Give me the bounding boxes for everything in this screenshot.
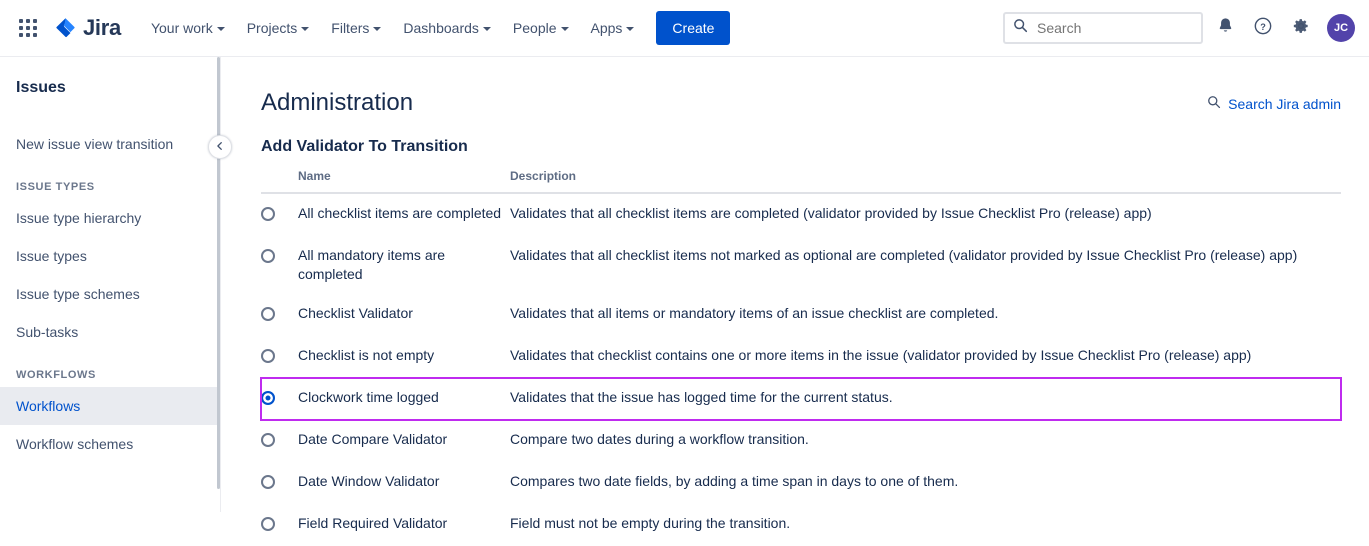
radio-button[interactable] <box>261 307 275 321</box>
chevron-down-icon <box>561 27 569 31</box>
row-select-cell[interactable] <box>261 336 298 378</box>
chevron-down-icon <box>373 27 381 31</box>
main-content <box>221 57 1369 531</box>
validators-table-head <box>261 169 1341 193</box>
table-row[interactable] <box>261 336 1341 378</box>
row-select-cell[interactable] <box>261 420 298 462</box>
sidebar-item-issue-type-schemes[interactable]: Issue type schemes <box>16 286 140 302</box>
sidebar-item-sub-tasks[interactable]: Sub-tasks <box>16 324 79 340</box>
row-select-cell[interactable] <box>261 236 298 294</box>
admin-sidebar <box>0 57 221 512</box>
row-name-cell: All checklist items are completed <box>298 205 502 221</box>
table-header-row <box>261 169 1341 193</box>
row-description-cell: Compares two date fields, by adding a time span in days to one of them. <box>510 473 959 489</box>
page-body <box>0 57 1369 531</box>
nav-item-your-work[interactable] <box>141 13 235 43</box>
row-select-cell[interactable] <box>261 378 298 420</box>
nav-item-label: Your work <box>150 20 213 36</box>
table-row[interactable] <box>261 236 1341 294</box>
column-header-name: Name <box>298 169 510 193</box>
row-name-cell: All mandatory items are completed <box>298 247 446 282</box>
radio-button[interactable] <box>261 207 275 221</box>
row-select-cell[interactable] <box>261 294 298 336</box>
search-jira-admin-label: Search Jira admin <box>1228 95 1341 112</box>
gear-icon <box>1291 16 1311 41</box>
user-avatar[interactable]: JC <box>1327 14 1355 42</box>
sidebar-item-workflow-schemes[interactable]: Workflow schemes <box>16 436 134 452</box>
row-name-cell: Date Compare Validator <box>298 431 448 447</box>
radio-button[interactable] <box>261 433 275 447</box>
search-input[interactable] <box>1035 19 1193 37</box>
validators-table <box>261 169 1341 546</box>
validators-table-body <box>261 193 1341 546</box>
bell-icon <box>1216 16 1235 40</box>
row-description-cell: Validates that all items or mandatory items of an issue checklist are completed. <box>510 305 999 321</box>
top-navigation-bar <box>0 0 1369 57</box>
nav-item-label: Dashboards <box>403 20 479 36</box>
radio-button[interactable] <box>261 475 275 489</box>
row-name-cell: Checklist is not empty <box>298 347 435 363</box>
chevron-left-icon <box>215 141 225 154</box>
row-description-cell: Validates that the issue has logged time for the current status. <box>510 378 1341 420</box>
sidebar-item-issue-type-hierarchy[interactable]: Issue type hierarchy <box>16 210 142 226</box>
chevron-down-icon <box>301 27 309 31</box>
jira-logo-text: Jira <box>83 15 121 40</box>
table-row[interactable] <box>261 504 1341 546</box>
sidebar-heading-workflows: WORKFLOWS <box>16 369 96 381</box>
sidebar-item-issue-types[interactable]: Issue types <box>16 248 87 264</box>
table-row[interactable] <box>261 462 1341 504</box>
table-row[interactable] <box>261 294 1341 336</box>
table-row[interactable] <box>261 420 1341 462</box>
nav-item-label: People <box>512 20 557 36</box>
sidebar-scrollbar[interactable] <box>217 57 220 489</box>
radio-button[interactable] <box>261 249 275 263</box>
radio-button-selected[interactable] <box>261 391 275 405</box>
search-icon <box>1013 18 1028 38</box>
global-search[interactable] <box>1003 12 1203 44</box>
table-row-selected[interactable] <box>261 378 1341 420</box>
collapse-sidebar-button[interactable] <box>208 135 232 159</box>
row-description-cell: Validates that all checklist items are completed (validator provided by Issue Checklist Pro (release) app) <box>510 205 1152 221</box>
sidebar-title: Issues <box>16 79 66 96</box>
row-name-cell: Field Required Validator <box>298 515 448 531</box>
settings-button[interactable] <box>1285 12 1317 44</box>
nav-item-label: Filters <box>331 20 370 36</box>
row-name-cell: Clockwork time logged <box>298 378 510 420</box>
nav-item-filters[interactable] <box>321 13 391 43</box>
sidebar-item-workflows[interactable]: Workflows <box>0 387 220 425</box>
help-circle-icon <box>1253 16 1273 41</box>
create-button[interactable]: Create <box>656 11 730 45</box>
nav-right-actions <box>1003 0 1355 56</box>
row-description-cell: Validates that checklist contains one or more items in the issue (validator provided by Issue Checklist Pro (release) app) <box>510 347 1252 363</box>
apps-switcher-icon[interactable] <box>12 12 44 44</box>
section-title: Add Validator To Transition <box>261 138 468 155</box>
row-name-cell: Date Window Validator <box>298 473 440 489</box>
svg-text:?: ? <box>1260 21 1266 32</box>
radio-button[interactable] <box>261 349 275 363</box>
search-icon <box>1207 95 1221 112</box>
row-description-cell: Field must not be empty during the transition. <box>510 515 791 531</box>
nav-item-label: Apps <box>590 20 623 36</box>
administration-header <box>261 89 1341 117</box>
row-select-cell[interactable] <box>261 504 298 546</box>
nav-item-label: Projects <box>246 20 298 36</box>
row-description-cell: Validates that all checklist items not marked as optional are completed (validator provided by Issue Checklist Pro (release) app) <box>510 247 1298 263</box>
nav-item-apps[interactable] <box>581 13 645 43</box>
nav-item-people[interactable] <box>503 13 579 43</box>
sidebar-item-new-issue-view-transition[interactable]: New issue view transition <box>16 136 174 152</box>
column-header-select <box>261 169 298 193</box>
nav-item-projects[interactable] <box>237 13 320 43</box>
help-button[interactable] <box>1247 12 1279 44</box>
row-name-cell: Checklist Validator <box>298 305 413 321</box>
column-header-description: Description <box>510 169 1341 193</box>
sidebar-heading-issue-types: ISSUE TYPES <box>16 181 95 193</box>
nav-item-dashboards[interactable] <box>393 13 501 43</box>
chevron-down-icon <box>626 27 634 31</box>
row-description-cell: Compare two dates during a workflow transition. <box>510 431 809 447</box>
chevron-down-icon <box>483 27 491 31</box>
radio-button[interactable] <box>261 517 275 531</box>
jira-logo[interactable] <box>54 15 121 41</box>
search-jira-admin-link[interactable] <box>1207 95 1341 112</box>
primary-nav-items <box>141 13 644 43</box>
table-row[interactable] <box>261 193 1341 236</box>
row-select-cell[interactable] <box>261 193 298 236</box>
notifications-button[interactable] <box>1209 12 1241 44</box>
row-select-cell[interactable] <box>261 462 298 504</box>
chevron-down-icon <box>217 27 225 31</box>
jira-logo-icon <box>54 16 78 40</box>
page-title: Administration <box>261 89 414 116</box>
